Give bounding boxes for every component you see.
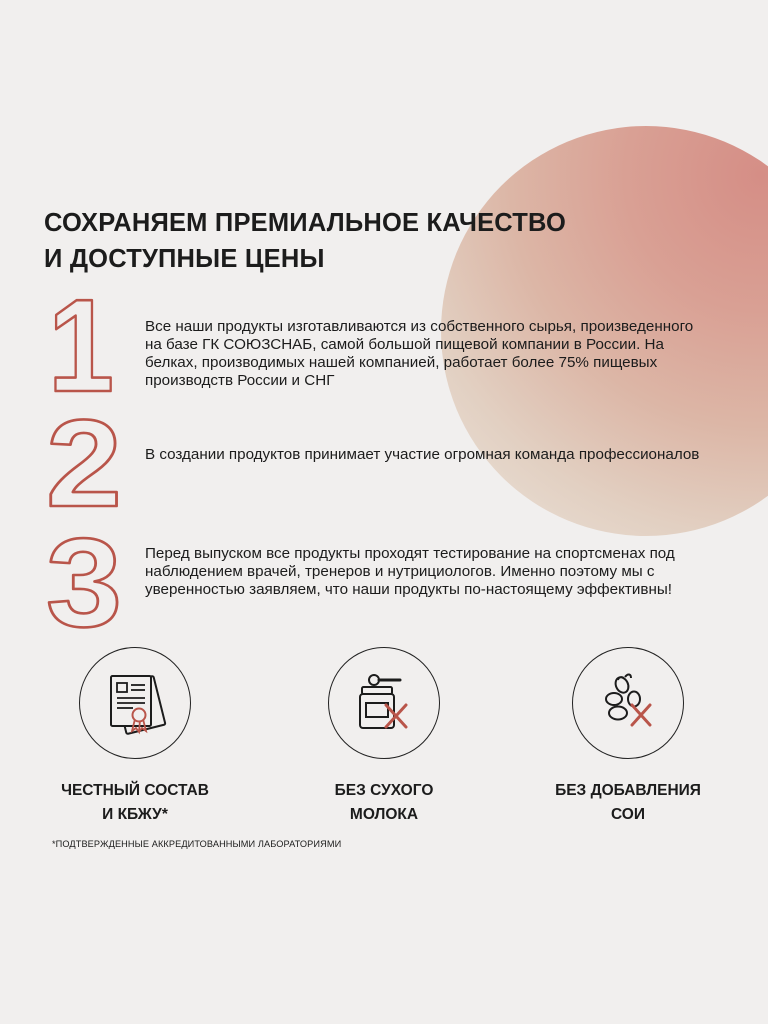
svg-text:3: 3 <box>46 512 122 653</box>
feature-honest-composition <box>37 647 233 827</box>
point-number-2 <box>46 395 126 533</box>
no-soy-icon <box>588 663 668 743</box>
feature-label: БЕЗ ДОБАВЛЕНИЯ СОИ <box>555 782 701 823</box>
title-line-2: И ДОСТУПНЫЕ ЦЕНЫ <box>44 245 325 273</box>
title-line-1: СОХРАНЯЕМ ПРЕМИАЛЬНОЕ КАЧЕСТВО <box>44 209 567 237</box>
point-number-3 <box>46 512 126 653</box>
point-1-text: Все наши продукты изготавливаются из собственного сырья, произведенного на базе ГК СОЮЗСНАБ, самой большой пищевой компании в России. На белках, производимых нашей компанией, работает более 75% пищевых производств России и СНГ <box>145 318 694 389</box>
svg-text:1: 1 <box>48 272 114 419</box>
feature-no-soy <box>530 647 726 827</box>
certificate-icon <box>95 663 175 743</box>
feature-no-dry-milk <box>286 647 482 827</box>
footnote: *ПОДТВЕРЖДЕННЫЕ АККРЕДИТОВАННЫМИ ЛАБОРАТОРИЯМИ <box>52 839 342 849</box>
feature-label: ЧЕСТНЫЙ СОСТАВ И КБЖУ* <box>61 782 209 823</box>
point-number-1 <box>48 272 118 419</box>
feature-label: БЕЗ СУХОГО МОЛОКА <box>334 782 434 823</box>
feature-icon-circle <box>572 647 684 759</box>
no-dry-milk-icon <box>344 663 424 743</box>
feature-icon-circle <box>79 647 191 759</box>
feature-icon-circle <box>328 647 440 759</box>
point-3-text: Перед выпуском все продукты проходят тестирование на спортсменах под наблюдением врачей, тренеров и нутрициологов. Именно поэтому мы с уверенностью заявляем, что наши продукты по-настоящему эффективны! <box>145 545 675 598</box>
svg-text:2: 2 <box>46 395 122 533</box>
point-2-text: В создании продуктов принимает участие огромная команда профессионалов <box>145 446 700 463</box>
page-title <box>44 205 566 277</box>
